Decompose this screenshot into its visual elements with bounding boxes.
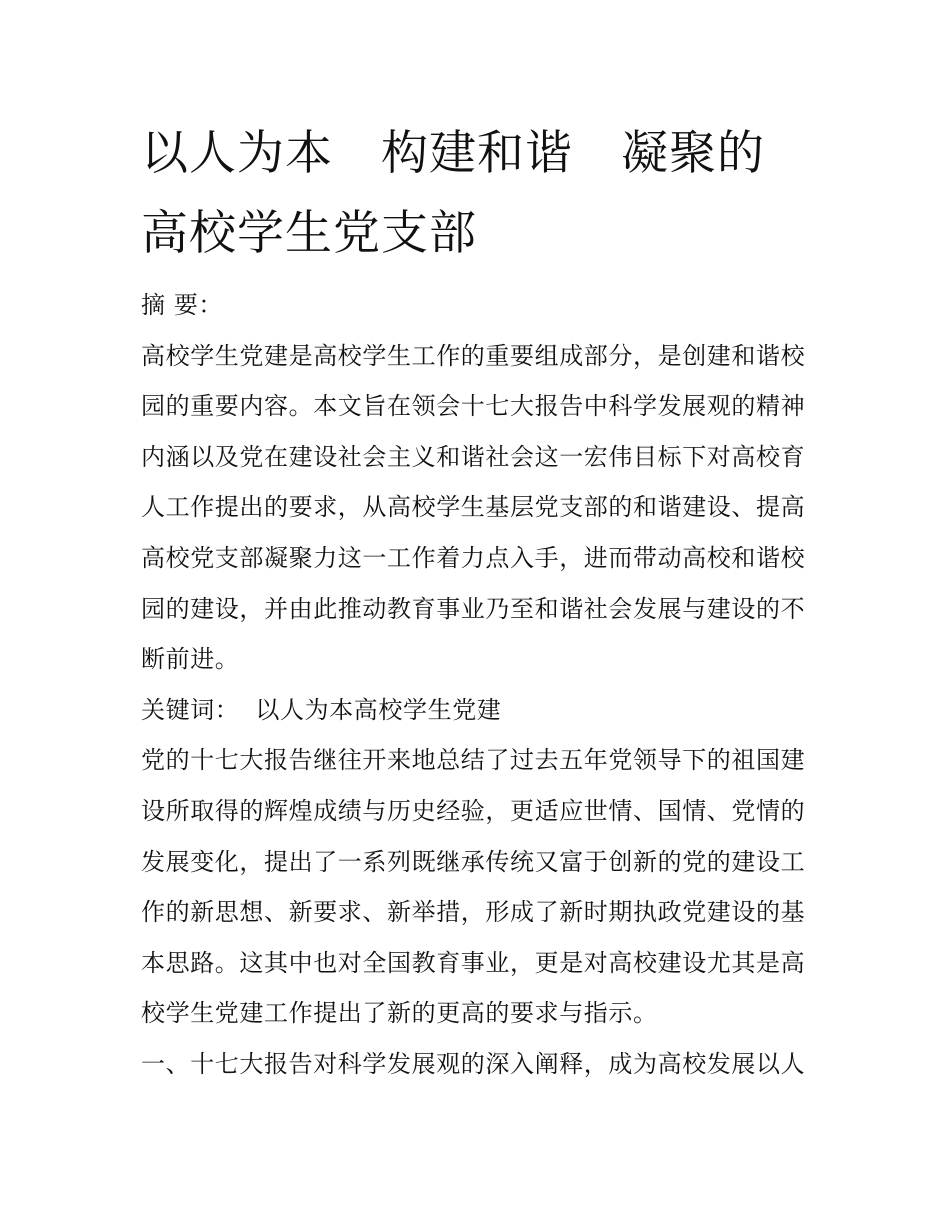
abstract-line: 园的建设，并由此推动教育事业乃至和谐社会发展与建设的不 [141, 594, 806, 623]
intro-line: 校学生党建工作提出了新的更高的要求与指示。 [141, 999, 658, 1028]
keywords-value: 以人为本高校学生党建 [255, 695, 502, 724]
keywords-row [141, 685, 815, 736]
document-title [141, 114, 821, 274]
intro-paragraph [141, 735, 815, 1039]
document-body [141, 280, 815, 1090]
title-line-2: 高校学生党支部 [141, 206, 477, 261]
abstract-line: 人工作提出的要求，从高校学生基层党支部的和谐建设、提高 [141, 493, 806, 522]
abstract-line: 园的重要内容。本文旨在领会十七大报告中科学发展观的精神 [141, 392, 806, 421]
abstract-line: 断前进。 [141, 645, 240, 674]
intro-line: 发展变化，提出了一系列既继承传统又富于创新的党的建设工 [141, 847, 806, 876]
abstract-label: 摘 要： [141, 291, 224, 319]
intro-line: 设所取得的辉煌成绩与历史经验，更适应世情、国情、党情的 [141, 796, 806, 825]
abstract-line: 内涵以及党在建设社会主义和谐社会这一宏伟目标下对高校育 [141, 442, 806, 471]
title-line-1: 以人为本 构建和谐 凝聚的 [141, 126, 765, 181]
section-heading: 一、十七大报告对科学发展观的深入阐释，成为高校发展以人 [141, 1049, 806, 1078]
abstract-line: 高校党支部凝聚力这一工作着力点入手，进而带动高校和谐校 [141, 543, 806, 572]
intro-line: 党的十七大报告继往开来地总结了过去五年党领导下的祖国建 [141, 746, 806, 775]
abstract-paragraph [141, 331, 815, 685]
keywords-label: 关键词： [141, 695, 240, 724]
abstract-line: 高校学生党建是高校学生工作的重要组成部分，是创建和谐校 [141, 341, 806, 370]
intro-line: 作的新思想、新要求、新举措，形成了新时期执政党建设的基 [141, 898, 806, 927]
intro-line: 本思路。这其中也对全国教育事业，更是对高校建设尤其是高 [141, 948, 806, 977]
